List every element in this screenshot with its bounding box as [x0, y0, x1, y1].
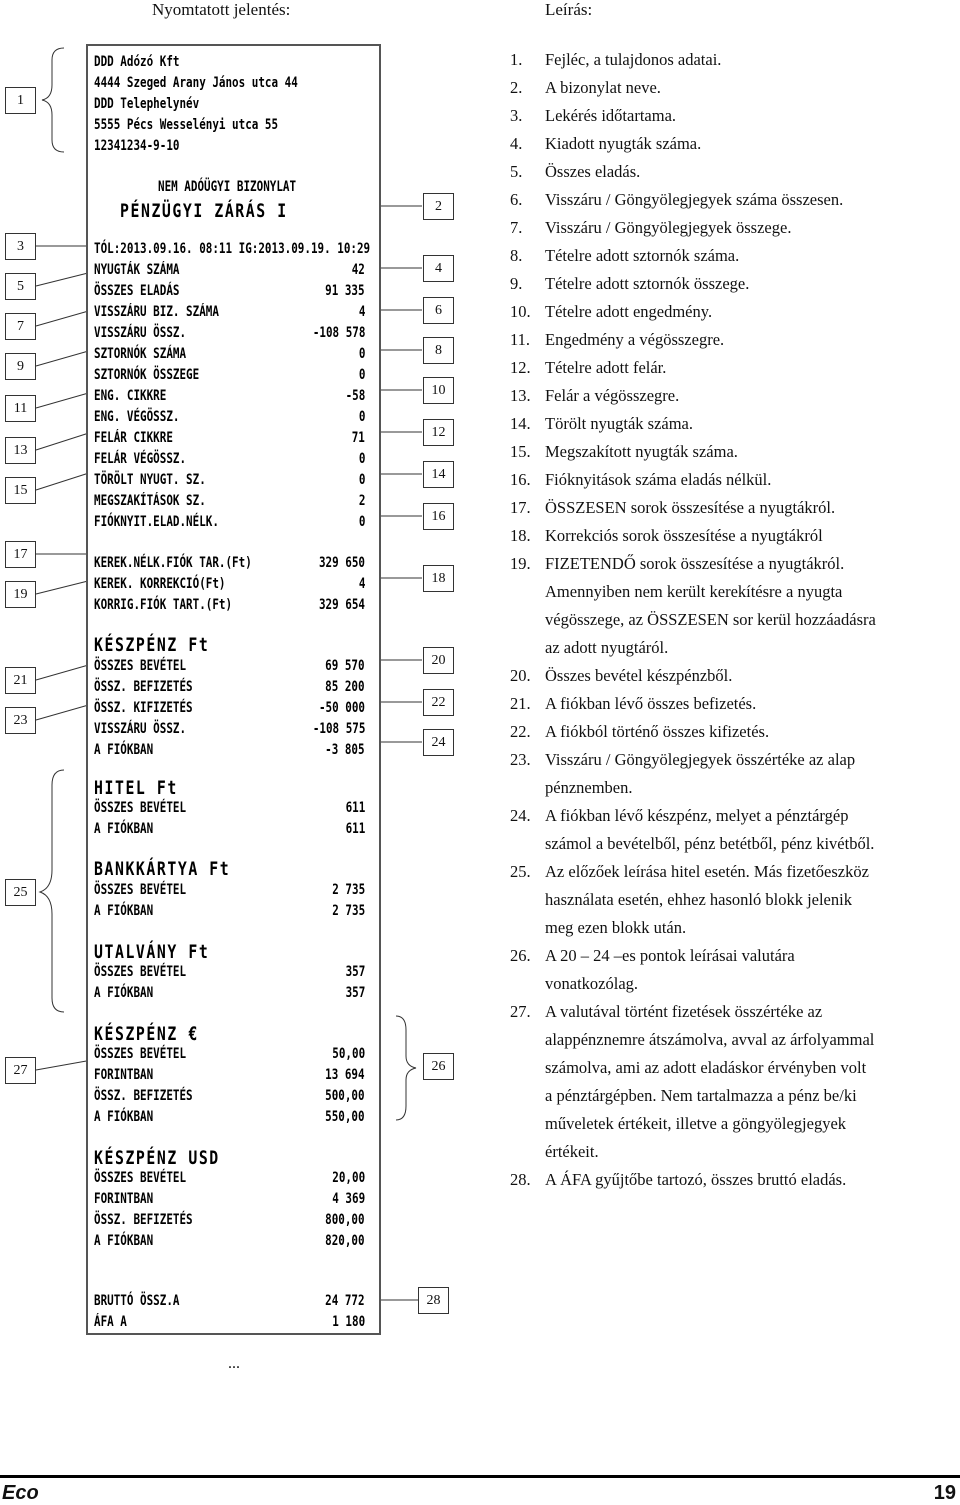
item-number: 26. — [510, 946, 531, 965]
row-value: 4 369 — [332, 1191, 365, 1207]
row-label: VISSZÁRU BIZ. SZÁMA — [94, 304, 219, 320]
row-label: A FIÓKBAN — [94, 1233, 154, 1249]
item-text-continued: számol a bevételből, pénz betétből, pénz kivétből. — [545, 834, 875, 853]
row-label: A FIÓKBAN — [94, 985, 154, 1001]
item-text-continued: használata esetén, ehhez hasonló blokk jelenik — [545, 890, 852, 909]
list-item — [510, 158, 955, 186]
row-label: A FIÓKBAN — [94, 903, 154, 919]
item-text: Megszakított nyugták száma. — [545, 442, 738, 461]
row-value: 91 335 — [325, 283, 365, 299]
item-text-continued: értékeit. — [545, 1142, 599, 1161]
item-text: A fiókban lévő összes befizetés. — [545, 694, 757, 713]
list-item — [510, 130, 955, 158]
row-label: ÖSSZES BEVÉTEL — [94, 1170, 187, 1186]
section-title: HITEL Ft — [94, 777, 178, 799]
row-value: 800,00 — [325, 1212, 365, 1228]
row-label: A FIÓKBAN — [94, 742, 154, 758]
marker-19: 19 — [5, 581, 36, 608]
row-value: 85 200 — [325, 679, 365, 695]
list-item — [510, 802, 955, 830]
marker-23: 23 — [5, 707, 36, 734]
marker-28: 28 — [418, 1287, 449, 1314]
item-text: Fióknyitások száma eladás nélkül. — [545, 470, 772, 489]
row-label: FORINTBAN — [94, 1191, 154, 1207]
row-label: ÖSSZES BEVÉTEL — [94, 882, 187, 898]
item-number: 25. — [510, 862, 531, 881]
item-number: 6. — [510, 190, 523, 209]
item-text-continued: végösszege, az ÖSSZESEN sor kerül hozzáadásra — [545, 610, 876, 629]
list-item — [510, 410, 955, 438]
marker-5: 5 — [5, 273, 36, 300]
marker-20: 20 — [423, 647, 454, 674]
receipt-period: TÓL:2013.09.16. 08:11 IG:2013.09.19. 10:29 — [94, 241, 371, 257]
receipt-header-line: 4444 Szeged Arany János utca 44 — [94, 75, 298, 91]
item-text: ÖSSZESEN sorok összesítése a nyugtákról. — [545, 498, 836, 517]
row-label: ÖSSZES BEVÉTEL — [94, 658, 187, 674]
item-number: 15. — [510, 442, 531, 461]
receipt-header-line: 12341234-9-10 — [94, 138, 180, 154]
row-label: ÖSSZ. BEFIZETÉS — [94, 1212, 193, 1228]
row-label: KEREK.NÉLK.FIÓK TAR.(Ft) — [94, 555, 252, 571]
section-title: KÉSZPÉNZ Ft — [94, 634, 210, 656]
list-item — [510, 998, 955, 1026]
marker-2: 2 — [423, 193, 454, 220]
row-value: -58 — [345, 388, 365, 404]
row-label: FORINTBAN — [94, 1067, 154, 1083]
item-text-continued: Amennyiben nem került kerekítésre a nyugta — [545, 582, 843, 601]
list-item — [510, 214, 955, 242]
row-label: TÖRÖLT NYUGT. SZ. — [94, 472, 206, 488]
row-label: ÖSSZES BEVÉTEL — [94, 1046, 187, 1062]
list-item — [510, 494, 955, 522]
list-item — [510, 550, 955, 578]
item-number: 19. — [510, 554, 531, 573]
item-number: 5. — [510, 162, 523, 181]
row-label: ENG. VÉGÖSSZ. — [94, 409, 180, 425]
row-value: 357 — [345, 964, 365, 980]
item-text: Visszáru / Göngyölegjegyek összértéke az alap — [545, 750, 856, 769]
list-item — [510, 1166, 955, 1194]
item-text: Lekérés időtartama. — [545, 106, 677, 125]
item-number: 22. — [510, 722, 531, 741]
receipt-header-line: DDD Adózó Kft — [94, 54, 180, 70]
row-label: MEGSZAKÍTÁSOK SZ. — [94, 493, 206, 509]
receipt-header-line: DDD Telephelynév — [94, 96, 200, 112]
item-number: 16. — [510, 470, 531, 489]
list-item — [510, 186, 955, 214]
item-number: 14. — [510, 414, 531, 433]
receipt-title-small: NEM ADÓÜGYI BIZONYLAT — [158, 179, 297, 195]
row-label: KEREK. KORREKCIÓ(Ft) — [94, 576, 226, 592]
marker-26: 26 — [423, 1053, 454, 1080]
section-title: KÉSZPÉNZ USD — [94, 1147, 220, 1169]
row-value: 71 — [351, 430, 365, 446]
marker-22: 22 — [423, 689, 454, 716]
item-text: A fiókból történő összes kifizetés. — [545, 722, 770, 741]
list-item — [510, 382, 955, 410]
item-text-continued: vonatkozólag. — [545, 974, 639, 993]
row-value: 42 — [351, 262, 365, 278]
row-label: ÖSSZES BEVÉTEL — [94, 964, 187, 980]
item-text: Korrekciós sorok összesítése a nyugtákról — [545, 526, 823, 545]
row-value: 0 — [358, 409, 365, 425]
item-number: 13. — [510, 386, 531, 405]
marker-25: 25 — [5, 879, 36, 906]
row-label: KORRIG.FIÓK TART.(Ft) — [94, 597, 233, 613]
marker-1: 1 — [5, 87, 36, 114]
marker-11: 11 — [5, 395, 36, 422]
row-label: NYUGTÁK SZÁMA — [94, 262, 180, 278]
item-number: 8. — [510, 246, 523, 265]
item-number: 9. — [510, 274, 523, 293]
item-text: Visszáru / Göngyölegjegyek száma összesen. — [545, 190, 844, 209]
marker-7: 7 — [5, 313, 36, 340]
item-text: Tételre adott sztornók száma. — [545, 246, 740, 265]
row-value: 550,00 — [325, 1109, 365, 1125]
row-value: 0 — [358, 346, 365, 362]
receipt-header-line: 5555 Pécs Wesselényi utca 55 — [94, 117, 279, 133]
row-value: -108 575 — [312, 721, 365, 737]
list-item — [510, 354, 955, 382]
row-value: 0 — [358, 472, 365, 488]
row-value: 4 — [358, 576, 365, 592]
row-label: ÖSSZ. BEFIZETÉS — [94, 1088, 193, 1104]
item-number: 21. — [510, 694, 531, 713]
list-item — [510, 438, 955, 466]
row-label: SZTORNÓK SZÁMA — [94, 346, 187, 362]
row-value: 69 570 — [325, 658, 365, 674]
row-value: 0 — [358, 451, 365, 467]
item-text-continued: a pénztárgépben. Nem tartalmazza a pénz be/ki — [545, 1086, 857, 1105]
marker-6: 6 — [423, 297, 454, 324]
item-text: Felár a végösszegre. — [545, 386, 680, 405]
marker-24: 24 — [423, 729, 454, 756]
item-text-continued: az adott nyugtáról. — [545, 638, 669, 657]
item-text: Tételre adott felár. — [545, 358, 667, 377]
item-number: 10. — [510, 302, 531, 321]
marker-12: 12 — [423, 419, 454, 446]
marker-16: 16 — [423, 503, 454, 530]
item-text: Tételre adott engedmény. — [545, 302, 713, 321]
row-value: -50 000 — [318, 700, 365, 716]
row-value: 50,00 — [332, 1046, 365, 1062]
item-text: A 20 – 24 –es pontok leírásai valutára — [545, 946, 795, 965]
row-value: 820,00 — [325, 1233, 365, 1249]
item-number: 18. — [510, 526, 531, 545]
row-value: 2 735 — [332, 903, 365, 919]
item-number: 24. — [510, 806, 531, 825]
list-item — [510, 298, 955, 326]
item-text: A fiókban lévő készpénz, melyet a pénztárgép — [545, 806, 849, 825]
row-label: ÁFA A — [94, 1314, 127, 1330]
section-title: KÉSZPÉNZ € — [94, 1023, 199, 1045]
item-number: 1. — [510, 50, 523, 69]
description-list — [510, 46, 955, 1194]
row-label: ENG. CIKKRE — [94, 388, 167, 404]
row-label: ÖSSZES BEVÉTEL — [94, 800, 187, 816]
row-value: 2 — [358, 493, 365, 509]
item-number: 7. — [510, 218, 523, 237]
marker-9: 9 — [5, 353, 36, 380]
brace-1 — [42, 48, 64, 152]
row-value: 0 — [358, 367, 365, 383]
row-label: ÖSSZ. KIFIZETÉS — [94, 700, 193, 716]
row-value: 0 — [358, 514, 365, 530]
item-text: A ÁFA gyűjtőbe tartozó, összes bruttó eladás. — [545, 1170, 847, 1189]
list-item — [510, 942, 955, 970]
item-text: FIZETENDŐ sorok összesítése a nyugtákról. — [545, 554, 845, 573]
item-number: 11. — [510, 330, 531, 349]
row-value: 611 — [345, 800, 365, 816]
row-label: FIÓKNYIT.ELAD.NÉLK. — [94, 514, 219, 530]
list-item — [510, 242, 955, 270]
printed-report-header: Nyomtatott jelentés: — [152, 0, 291, 19]
item-number: 23. — [510, 750, 531, 769]
list-item — [510, 466, 955, 494]
list-item — [510, 718, 955, 746]
item-number: 3. — [510, 106, 523, 125]
row-value: 24 772 — [325, 1293, 365, 1309]
row-value: 20,00 — [332, 1170, 365, 1186]
marker-18: 18 — [423, 565, 454, 592]
row-label: A FIÓKBAN — [94, 1109, 154, 1125]
marker-4: 4 — [423, 255, 454, 282]
row-label: FELÁR VÉGÖSSZ. — [94, 451, 187, 467]
item-number: 4. — [510, 134, 523, 153]
row-value: -108 578 — [312, 325, 365, 341]
list-item — [510, 858, 955, 886]
list-item — [510, 690, 955, 718]
item-text: Visszáru / Göngyölegjegyek összege. — [545, 218, 792, 237]
list-item — [510, 326, 955, 354]
footer-rule — [0, 1475, 960, 1478]
marker-15: 15 — [5, 477, 36, 504]
item-text-continued: műveletek értékeit, illetve a göngyölegjegyek — [545, 1114, 847, 1133]
item-text: Fejléc, a tulajdonos adatai. — [545, 50, 722, 69]
item-text: Összes eladás. — [545, 162, 641, 181]
row-value: -3 805 — [325, 742, 365, 758]
marker-10: 10 — [423, 377, 454, 404]
row-value: 500,00 — [325, 1088, 365, 1104]
row-label: A FIÓKBAN — [94, 821, 154, 837]
item-text: Összes bevétel készpénzből. — [545, 666, 733, 685]
row-label: SZTORNÓK ÖSSZEGE — [94, 367, 200, 383]
marker-21: 21 — [5, 667, 36, 694]
list-item — [510, 102, 955, 130]
ellipsis: ... — [228, 1355, 240, 1372]
item-text-continued: pénznemben. — [545, 778, 633, 797]
item-text: Kiadott nyugták száma. — [545, 134, 702, 153]
list-item — [510, 662, 955, 690]
list-item — [510, 74, 955, 102]
item-text: Az előzőek leírása hitel esetén. Más fizetőeszköz — [545, 862, 869, 881]
list-item — [510, 270, 955, 298]
brace-26 — [396, 1016, 416, 1120]
list-item — [510, 746, 955, 774]
item-text: Törölt nyugták száma. — [545, 414, 694, 433]
marker-8: 8 — [423, 337, 454, 364]
row-value: 4 — [358, 304, 365, 320]
row-value: 329 654 — [318, 597, 365, 613]
row-value: 13 694 — [325, 1067, 365, 1083]
item-number: 27. — [510, 1002, 531, 1021]
row-value: 2 735 — [332, 882, 365, 898]
item-text-continued: alappénznemre átszámolva, avval az árfolyammal — [545, 1030, 875, 1049]
marker-17: 17 — [5, 541, 36, 568]
item-text: Engedmény a végösszegre. — [545, 330, 725, 349]
row-label: ÖSSZ. BEFIZETÉS — [94, 679, 193, 695]
marker-27: 27 — [5, 1057, 36, 1084]
marker-14: 14 — [423, 461, 454, 488]
item-text-continued: meg ezen blokk után. — [545, 918, 687, 937]
item-number: 20. — [510, 666, 531, 685]
row-label: VISSZÁRU ÖSSZ. — [94, 721, 187, 737]
row-value: 1 180 — [332, 1314, 365, 1330]
row-label: BRUTTÓ ÖSSZ.A — [94, 1293, 180, 1309]
row-label: ÖSSZES ELADÁS — [94, 283, 180, 299]
brace-25 — [40, 770, 64, 1012]
item-number: 28. — [510, 1170, 531, 1189]
row-value: 357 — [345, 985, 365, 1001]
list-item — [510, 522, 955, 550]
row-label: VISSZÁRU ÖSSZ. — [94, 325, 187, 341]
item-number: 2. — [510, 78, 523, 97]
description-header: Leírás: — [545, 0, 593, 19]
page-number: 19 — [933, 1482, 956, 1504]
item-number: 12. — [510, 358, 531, 377]
receipt — [86, 44, 381, 1335]
list-item — [510, 46, 955, 74]
item-text: Tételre adott sztornók összege. — [545, 274, 750, 293]
footer-brand: Eco — [2, 1482, 39, 1504]
section-title: BANKKÁRTYA Ft — [94, 858, 231, 880]
item-text: A valutával történt fizetések összértéke az — [545, 1002, 823, 1021]
marker-3: 3 — [5, 233, 36, 260]
row-value: 611 — [345, 821, 365, 837]
receipt-title: PÉNZÜGYI ZÁRÁS I — [120, 200, 288, 222]
item-text-continued: számolva, ami az adott eladáskor érvényben volt — [545, 1058, 867, 1077]
section-title: UTALVÁNY Ft — [94, 941, 210, 963]
item-text: A bizonylat neve. — [545, 78, 661, 97]
row-value: 329 650 — [318, 555, 365, 571]
marker-13: 13 — [5, 437, 36, 464]
item-number: 17. — [510, 498, 531, 517]
row-label: FELÁR CIKKRE — [94, 430, 173, 446]
